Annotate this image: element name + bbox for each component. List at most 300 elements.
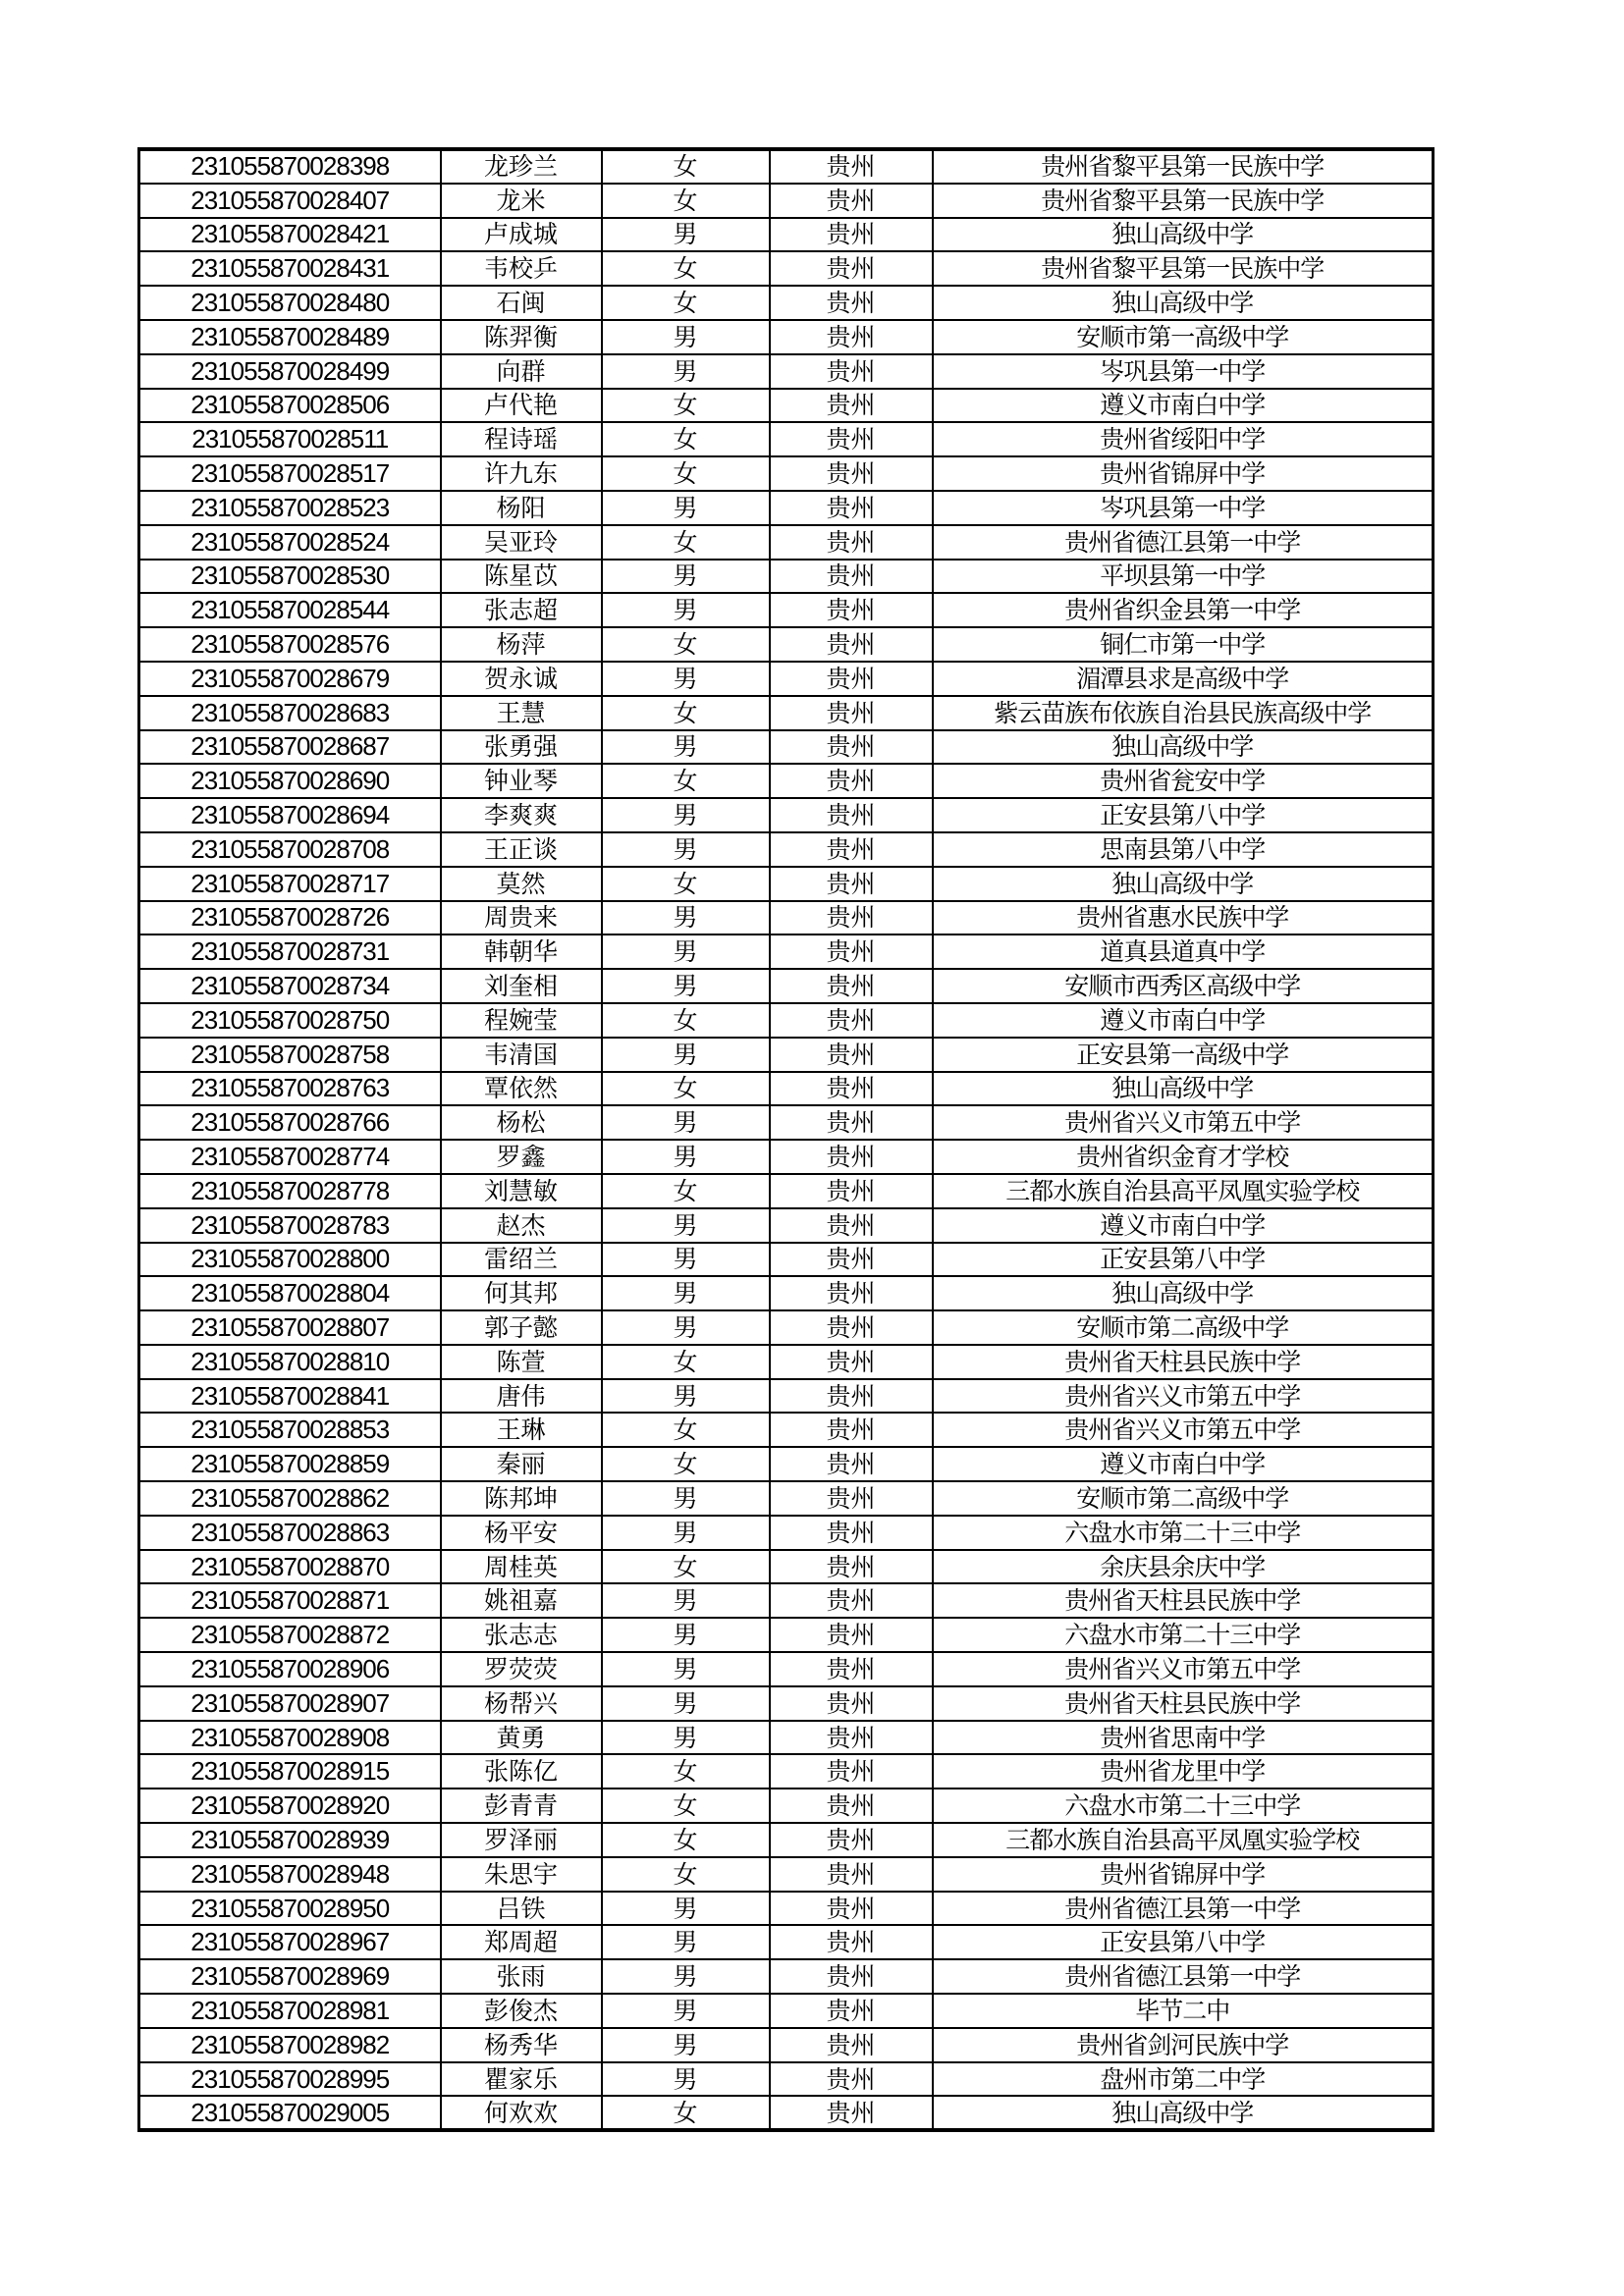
cell-exam-id: 231055870028766: [139, 1105, 441, 1140]
cell-gender: 男: [602, 560, 770, 594]
table-row: [139, 1994, 1434, 2028]
cell-name: 杨帮兴: [441, 1686, 602, 1721]
cell-gender: 女: [602, 1789, 770, 1823]
student-roster-table: [137, 147, 1435, 2132]
cell-gender: 男: [602, 1583, 770, 1618]
cell-exam-id: 231055870028717: [139, 867, 441, 901]
table-row: [139, 696, 1434, 730]
cell-province: 贵州: [770, 1174, 933, 1208]
cell-province: 贵州: [770, 184, 933, 218]
cell-name: 秦丽: [441, 1447, 602, 1481]
cell-province: 贵州: [770, 218, 933, 252]
cell-gender: 男: [602, 730, 770, 765]
table-row: [139, 1243, 1434, 1277]
cell-province: 贵州: [770, 1789, 933, 1823]
cell-province: 贵州: [770, 2028, 933, 2062]
cell-school: 独山高级中学: [933, 286, 1434, 320]
cell-province: 贵州: [770, 934, 933, 969]
cell-school: 六盘水市第二十三中学: [933, 1516, 1434, 1550]
cell-gender: 女: [602, 1003, 770, 1038]
table-row: [139, 798, 1434, 832]
cell-name: 黄勇: [441, 1721, 602, 1755]
cell-school: 平坝县第一中学: [933, 560, 1434, 594]
cell-province: 贵州: [770, 389, 933, 423]
cell-school: 安顺市第二高级中学: [933, 1310, 1434, 1345]
cell-gender: 男: [602, 2028, 770, 2062]
cell-school: 贵州省黎平县第一民族中学: [933, 251, 1434, 286]
cell-name: 刘奎相: [441, 969, 602, 1003]
cell-gender: 男: [602, 1276, 770, 1310]
cell-gender: 女: [602, 184, 770, 218]
cell-school: 贵州省兴义市第五中学: [933, 1105, 1434, 1140]
table-row: [139, 1686, 1434, 1721]
cell-gender: 男: [602, 1994, 770, 2028]
table-row: [139, 1413, 1434, 1447]
cell-province: 贵州: [770, 1516, 933, 1550]
cell-exam-id: 231055870028841: [139, 1379, 441, 1414]
cell-gender: 女: [602, 1413, 770, 1447]
cell-gender: 女: [602, 1857, 770, 1892]
cell-exam-id: 231055870028774: [139, 1140, 441, 1174]
cell-exam-id: 231055870028517: [139, 456, 441, 491]
cell-gender: 男: [602, 1038, 770, 1072]
cell-school: 独山高级中学: [933, 2096, 1434, 2130]
cell-province: 贵州: [770, 1345, 933, 1379]
cell-gender: 男: [602, 354, 770, 389]
table-row: [139, 1447, 1434, 1481]
table-row: [139, 1823, 1434, 1857]
cell-school: 贵州省锦屏中学: [933, 456, 1434, 491]
cell-gender: 男: [602, 1652, 770, 1686]
cell-exam-id: 231055870028948: [139, 1857, 441, 1892]
cell-exam-id: 231055870028489: [139, 320, 441, 354]
cell-name: 杨萍: [441, 627, 602, 662]
cell-province: 贵州: [770, 1105, 933, 1140]
cell-gender: 男: [602, 1243, 770, 1277]
cell-gender: 男: [602, 1925, 770, 1959]
cell-gender: 男: [602, 969, 770, 1003]
cell-gender: 女: [602, 251, 770, 286]
cell-gender: 女: [602, 389, 770, 423]
table-row: [139, 1857, 1434, 1892]
cell-name: 唐伟: [441, 1379, 602, 1414]
cell-province: 贵州: [770, 1481, 933, 1516]
table-row: [139, 1583, 1434, 1618]
cell-exam-id: 231055870028908: [139, 1721, 441, 1755]
table-row: [139, 456, 1434, 491]
cell-school: 独山高级中学: [933, 1276, 1434, 1310]
cell-exam-id: 231055870028981: [139, 1994, 441, 2028]
cell-exam-id: 231055870028920: [139, 1789, 441, 1823]
table-row: [139, 627, 1434, 662]
cell-province: 贵州: [770, 1243, 933, 1277]
cell-name: 何欢欢: [441, 2096, 602, 2130]
cell-school: 贵州省兴义市第五中学: [933, 1413, 1434, 1447]
table-row: [139, 969, 1434, 1003]
cell-school: 安顺市第一高级中学: [933, 320, 1434, 354]
cell-name: 罗鑫: [441, 1140, 602, 1174]
cell-province: 贵州: [770, 1208, 933, 1243]
cell-name: 张志志: [441, 1618, 602, 1652]
cell-name: 朱思宇: [441, 1857, 602, 1892]
cell-exam-id: 231055870028982: [139, 2028, 441, 2062]
cell-name: 程诗瑶: [441, 422, 602, 456]
table-row: [139, 2028, 1434, 2062]
cell-gender: 男: [602, 1516, 770, 1550]
cell-name: 瞿家乐: [441, 2062, 602, 2097]
cell-name: 卢代艳: [441, 389, 602, 423]
cell-school: 岑巩县第一中学: [933, 354, 1434, 389]
cell-exam-id: 231055870028915: [139, 1754, 441, 1789]
cell-province: 贵州: [770, 1550, 933, 1584]
cell-exam-id: 231055870028807: [139, 1310, 441, 1345]
cell-province: 贵州: [770, 2096, 933, 2130]
cell-exam-id: 231055870028939: [139, 1823, 441, 1857]
table-row: [139, 1174, 1434, 1208]
cell-name: 刘慧敏: [441, 1174, 602, 1208]
cell-gender: 女: [602, 1447, 770, 1481]
cell-gender: 女: [602, 867, 770, 901]
cell-gender: 男: [602, 1959, 770, 1994]
table-row: [139, 764, 1434, 798]
cell-gender: 男: [602, 2062, 770, 2097]
cell-name: 周贵来: [441, 901, 602, 935]
cell-gender: 男: [602, 832, 770, 867]
cell-province: 贵州: [770, 1038, 933, 1072]
table-row: [139, 1072, 1434, 1106]
cell-gender: 男: [602, 218, 770, 252]
cell-school: 正安县第八中学: [933, 1243, 1434, 1277]
cell-province: 贵州: [770, 730, 933, 765]
cell-gender: 男: [602, 1618, 770, 1652]
cell-school: 贵州省天柱县民族中学: [933, 1583, 1434, 1618]
table-row: [139, 2096, 1434, 2130]
cell-exam-id: 231055870028804: [139, 1276, 441, 1310]
table-row: [139, 422, 1434, 456]
cell-school: 贵州省瓮安中学: [933, 764, 1434, 798]
table-row: [139, 184, 1434, 218]
cell-province: 贵州: [770, 456, 933, 491]
cell-province: 贵州: [770, 1447, 933, 1481]
cell-province: 贵州: [770, 627, 933, 662]
cell-province: 贵州: [770, 696, 933, 730]
cell-gender: 男: [602, 934, 770, 969]
table-row: [139, 354, 1434, 389]
cell-name: 陈羿衡: [441, 320, 602, 354]
cell-exam-id: 231055870028576: [139, 627, 441, 662]
cell-school: 贵州省德江县第一中学: [933, 1892, 1434, 1926]
cell-school: 六盘水市第二十三中学: [933, 1618, 1434, 1652]
cell-province: 贵州: [770, 1925, 933, 1959]
cell-name: 覃依然: [441, 1072, 602, 1106]
table-row: [139, 218, 1434, 252]
cell-school: 安顺市西秀区高级中学: [933, 969, 1434, 1003]
cell-school: 独山高级中学: [933, 1072, 1434, 1106]
cell-name: 吴亚玲: [441, 525, 602, 560]
cell-exam-id: 231055870028853: [139, 1413, 441, 1447]
cell-gender: 男: [602, 901, 770, 935]
cell-province: 贵州: [770, 832, 933, 867]
cell-school: 正安县第八中学: [933, 798, 1434, 832]
cell-name: 杨阳: [441, 491, 602, 525]
cell-gender: 女: [602, 2096, 770, 2130]
cell-exam-id: 231055870028431: [139, 251, 441, 286]
table-row: [139, 1038, 1434, 1072]
cell-exam-id: 231055870028863: [139, 1516, 441, 1550]
cell-name: 卢成城: [441, 218, 602, 252]
table-row: [139, 1003, 1434, 1038]
table-row: [139, 1618, 1434, 1652]
table-row: [139, 593, 1434, 627]
cell-exam-id: 231055870028859: [139, 1447, 441, 1481]
cell-name: 陈星苡: [441, 560, 602, 594]
table-row: [139, 1754, 1434, 1789]
cell-school: 贵州省德江县第一中学: [933, 1959, 1434, 1994]
cell-gender: 女: [602, 456, 770, 491]
cell-gender: 女: [602, 422, 770, 456]
cell-exam-id: 231055870028731: [139, 934, 441, 969]
table-row: [139, 2062, 1434, 2097]
cell-exam-id: 231055870028950: [139, 1892, 441, 1926]
table-row: [139, 149, 1434, 184]
cell-name: 张陈亿: [441, 1754, 602, 1789]
cell-school: 独山高级中学: [933, 867, 1434, 901]
cell-province: 贵州: [770, 1003, 933, 1038]
cell-name: 陈邦坤: [441, 1481, 602, 1516]
cell-exam-id: 231055870028421: [139, 218, 441, 252]
cell-province: 贵州: [770, 251, 933, 286]
table-row: [139, 1925, 1434, 1959]
table-row: [139, 1789, 1434, 1823]
table-row: [139, 1379, 1434, 1414]
cell-name: 彭青青: [441, 1789, 602, 1823]
cell-school: 贵州省黎平县第一民族中学: [933, 184, 1434, 218]
cell-exam-id: 231055870028544: [139, 593, 441, 627]
cell-school: 贵州省思南中学: [933, 1721, 1434, 1755]
cell-gender: 男: [602, 1105, 770, 1140]
cell-exam-id: 231055870028763: [139, 1072, 441, 1106]
cell-school: 正安县第一高级中学: [933, 1038, 1434, 1072]
cell-province: 贵州: [770, 867, 933, 901]
cell-name: 杨松: [441, 1105, 602, 1140]
cell-name: 贺永诚: [441, 662, 602, 696]
cell-gender: 女: [602, 696, 770, 730]
cell-school: 六盘水市第二十三中学: [933, 1789, 1434, 1823]
cell-name: 莫然: [441, 867, 602, 901]
cell-province: 贵州: [770, 1583, 933, 1618]
cell-exam-id: 231055870028995: [139, 2062, 441, 2097]
cell-school: 遵义市南白中学: [933, 1447, 1434, 1481]
cell-school: 岑巩县第一中学: [933, 491, 1434, 525]
cell-exam-id: 231055870028778: [139, 1174, 441, 1208]
table-row: [139, 1105, 1434, 1140]
cell-school: 三都水族自治县高平凤凰实验学校: [933, 1174, 1434, 1208]
cell-exam-id: 231055870028862: [139, 1481, 441, 1516]
cell-gender: 男: [602, 491, 770, 525]
cell-name: 李爽爽: [441, 798, 602, 832]
cell-province: 贵州: [770, 901, 933, 935]
cell-school: 毕节二中: [933, 1994, 1434, 2028]
table-row: [139, 1550, 1434, 1584]
cell-exam-id: 231055870028687: [139, 730, 441, 765]
cell-province: 贵州: [770, 1413, 933, 1447]
cell-name: 韩朝华: [441, 934, 602, 969]
cell-exam-id: 231055870028499: [139, 354, 441, 389]
cell-exam-id: 231055870028506: [139, 389, 441, 423]
cell-name: 罗泽丽: [441, 1823, 602, 1857]
cell-school: 盘州市第二中学: [933, 2062, 1434, 2097]
cell-school: 贵州省兴义市第五中学: [933, 1652, 1434, 1686]
cell-exam-id: 231055870028694: [139, 798, 441, 832]
cell-name: 王慧: [441, 696, 602, 730]
cell-school: 遵义市南白中学: [933, 1208, 1434, 1243]
cell-school: 余庆县余庆中学: [933, 1550, 1434, 1584]
cell-school: 道真县道真中学: [933, 934, 1434, 969]
cell-province: 贵州: [770, 1379, 933, 1414]
cell-exam-id: 231055870028511: [139, 422, 441, 456]
table-row: [139, 1208, 1434, 1243]
cell-exam-id: 231055870028734: [139, 969, 441, 1003]
cell-exam-id: 231055870028750: [139, 1003, 441, 1038]
cell-exam-id: 231055870028407: [139, 184, 441, 218]
table-row: [139, 901, 1434, 935]
cell-gender: 男: [602, 1721, 770, 1755]
cell-name: 许九东: [441, 456, 602, 491]
cell-province: 贵州: [770, 320, 933, 354]
cell-exam-id: 231055870028523: [139, 491, 441, 525]
cell-school: 贵州省织金县第一中学: [933, 593, 1434, 627]
table-row: [139, 1652, 1434, 1686]
cell-gender: 男: [602, 1310, 770, 1345]
cell-exam-id: 231055870028679: [139, 662, 441, 696]
table-row: [139, 1276, 1434, 1310]
cell-exam-id: 231055870028480: [139, 286, 441, 320]
cell-exam-id: 231055870028524: [139, 525, 441, 560]
cell-name: 吕铁: [441, 1892, 602, 1926]
cell-province: 贵州: [770, 798, 933, 832]
table-row: [139, 560, 1434, 594]
table-row: [139, 867, 1434, 901]
cell-school: 贵州省德江县第一中学: [933, 525, 1434, 560]
cell-province: 贵州: [770, 1754, 933, 1789]
cell-gender: 男: [602, 320, 770, 354]
cell-province: 贵州: [770, 422, 933, 456]
cell-name: 石闽: [441, 286, 602, 320]
cell-gender: 女: [602, 1072, 770, 1106]
cell-name: 雷绍兰: [441, 1243, 602, 1277]
cell-gender: 男: [602, 593, 770, 627]
cell-exam-id: 231055870028870: [139, 1550, 441, 1584]
cell-gender: 男: [602, 1686, 770, 1721]
cell-exam-id: 231055870028810: [139, 1345, 441, 1379]
cell-gender: 男: [602, 1892, 770, 1926]
cell-exam-id: 231055870028758: [139, 1038, 441, 1072]
table-row: [139, 1345, 1434, 1379]
cell-province: 贵州: [770, 1721, 933, 1755]
cell-gender: 女: [602, 1174, 770, 1208]
cell-name: 张勇强: [441, 730, 602, 765]
cell-exam-id: 231055870028907: [139, 1686, 441, 1721]
cell-school: 思南县第八中学: [933, 832, 1434, 867]
cell-school: 贵州省兴义市第五中学: [933, 1379, 1434, 1414]
cell-province: 贵州: [770, 1892, 933, 1926]
cell-school: 遵义市南白中学: [933, 389, 1434, 423]
cell-gender: 男: [602, 798, 770, 832]
cell-school: 铜仁市第一中学: [933, 627, 1434, 662]
cell-exam-id: 231055870028708: [139, 832, 441, 867]
cell-name: 向群: [441, 354, 602, 389]
cell-name: 陈萱: [441, 1345, 602, 1379]
cell-school: 贵州省天柱县民族中学: [933, 1686, 1434, 1721]
cell-gender: 女: [602, 1550, 770, 1584]
cell-name: 郭子懿: [441, 1310, 602, 1345]
table-row: [139, 1516, 1434, 1550]
cell-school: 遵义市南白中学: [933, 1003, 1434, 1038]
table-row: [139, 491, 1434, 525]
table-row: [139, 832, 1434, 867]
cell-province: 贵州: [770, 1276, 933, 1310]
cell-province: 贵州: [770, 662, 933, 696]
cell-gender: 女: [602, 627, 770, 662]
cell-name: 杨秀华: [441, 2028, 602, 2062]
cell-province: 贵州: [770, 1072, 933, 1106]
cell-name: 钟业琴: [441, 764, 602, 798]
cell-province: 贵州: [770, 1857, 933, 1892]
cell-school: 贵州省锦屏中学: [933, 1857, 1434, 1892]
cell-exam-id: 231055870028969: [139, 1959, 441, 1994]
cell-province: 贵州: [770, 1823, 933, 1857]
cell-gender: 男: [602, 1140, 770, 1174]
table-row: [139, 251, 1434, 286]
cell-province: 贵州: [770, 149, 933, 184]
cell-name: 罗荧荧: [441, 1652, 602, 1686]
cell-province: 贵州: [770, 1618, 933, 1652]
cell-gender: 女: [602, 764, 770, 798]
cell-province: 贵州: [770, 1310, 933, 1345]
cell-school: 紫云苗族布依族自治县民族高级中学: [933, 696, 1434, 730]
table-body: [139, 149, 1434, 2130]
cell-province: 贵州: [770, 1959, 933, 1994]
cell-gender: 女: [602, 149, 770, 184]
cell-name: 韦清国: [441, 1038, 602, 1072]
cell-name: 张志超: [441, 593, 602, 627]
table-row: [139, 1721, 1434, 1755]
cell-gender: 女: [602, 1345, 770, 1379]
cell-exam-id: 231055870029005: [139, 2096, 441, 2130]
cell-name: 王正谈: [441, 832, 602, 867]
cell-name: 韦校乒: [441, 251, 602, 286]
cell-school: 独山高级中学: [933, 730, 1434, 765]
cell-school: 贵州省绥阳中学: [933, 422, 1434, 456]
cell-province: 贵州: [770, 1994, 933, 2028]
cell-province: 贵州: [770, 1686, 933, 1721]
cell-name: 彭俊杰: [441, 1994, 602, 2028]
cell-name: 周桂英: [441, 1550, 602, 1584]
cell-gender: 男: [602, 1481, 770, 1516]
cell-school: 贵州省织金育才学校: [933, 1140, 1434, 1174]
cell-province: 贵州: [770, 560, 933, 594]
cell-gender: 女: [602, 525, 770, 560]
cell-name: 王琳: [441, 1413, 602, 1447]
cell-gender: 男: [602, 662, 770, 696]
cell-gender: 女: [602, 1823, 770, 1857]
cell-exam-id: 231055870028683: [139, 696, 441, 730]
table-row: [139, 1140, 1434, 1174]
cell-exam-id: 231055870028530: [139, 560, 441, 594]
cell-school: 湄潭县求是高级中学: [933, 662, 1434, 696]
cell-gender: 男: [602, 1208, 770, 1243]
cell-school: 三都水族自治县高平凤凰实验学校: [933, 1823, 1434, 1857]
